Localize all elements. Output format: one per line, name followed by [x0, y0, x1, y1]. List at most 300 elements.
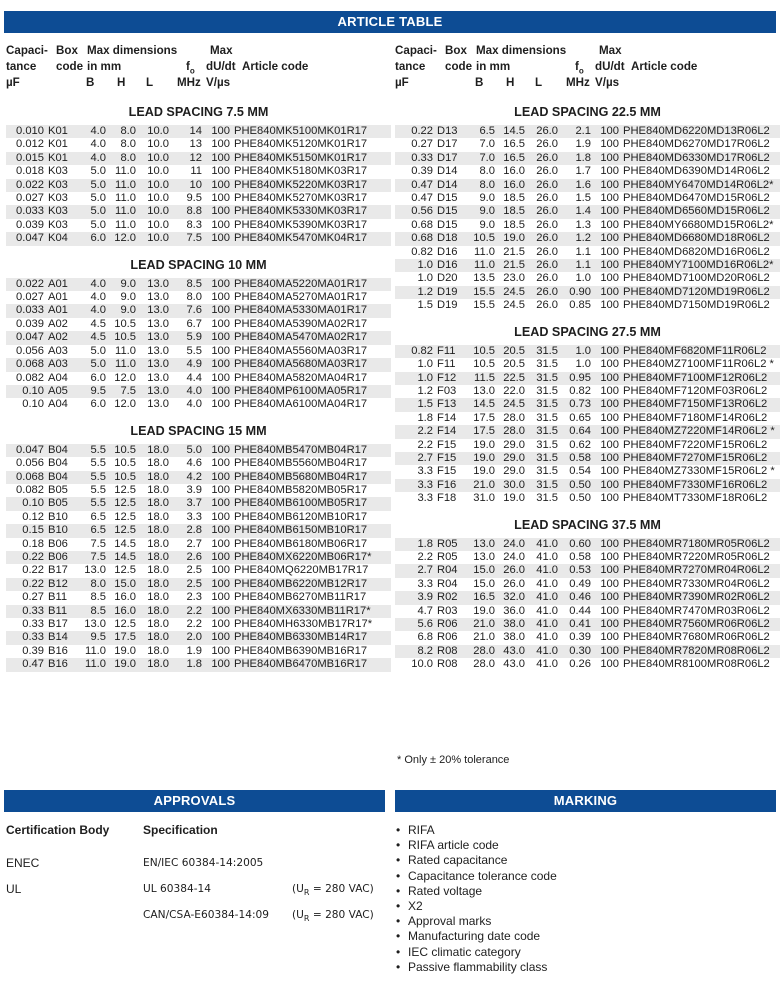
- cell-box-code: A03: [48, 358, 78, 371]
- table-row: [395, 272, 780, 285]
- cell-dim-b: 8.5: [90, 591, 106, 604]
- cell-article-code: PHE840MA5470MA02R17: [234, 331, 391, 344]
- cell-capacitance: 0.82: [411, 245, 433, 258]
- cell-article-code: PHE840MB6330MB14R17: [234, 631, 391, 644]
- cell-dudt: 100: [202, 551, 234, 564]
- cell-capacitance: 2.2: [395, 425, 437, 438]
- cell-dudt: 100: [202, 304, 234, 317]
- cell-capacitance: 0.056: [16, 344, 44, 357]
- cell-fo: 0.62: [569, 438, 591, 451]
- cell-dim-h: 9.0: [106, 278, 136, 291]
- cell-dim-b: 5.5: [78, 471, 106, 484]
- cell-box-code: K03: [48, 179, 78, 192]
- table-row: [6, 192, 391, 205]
- cell-dudt: 100: [211, 344, 230, 357]
- cell-dim-b: 10.5: [467, 232, 495, 245]
- cell-capacitance: 0.10: [22, 398, 44, 411]
- cell-fo: 1.7: [575, 165, 591, 178]
- cell-dudt: 100: [600, 218, 619, 231]
- cell-dudt: 100: [202, 524, 234, 537]
- cell-capacitance: 3.3: [395, 479, 437, 492]
- cell-capacitance: 0.47: [395, 179, 437, 192]
- header-dims: Max dimensions: [476, 44, 567, 57]
- cell-article-code: PHE840MD6560MD15R06L2: [623, 205, 780, 218]
- cell-dim-h: 30.0: [495, 479, 525, 492]
- cell-dim-h: 38.0: [495, 618, 525, 631]
- cell-article-code: PHE840MR7180MR05R06L2: [623, 538, 780, 551]
- left-column: [6, 43, 391, 672]
- footnote: * Only ± 20% tolerance: [397, 754, 510, 766]
- cell-dim-h: 21.5: [503, 245, 525, 258]
- header-article: Article code: [242, 60, 309, 73]
- cell-dim-l: 26.0: [536, 218, 558, 231]
- cell-dim-b: 7.0: [479, 138, 495, 151]
- cell-capacitance: 0.68: [395, 232, 437, 245]
- cell-box-code: A02: [48, 331, 78, 344]
- cell-dim-l: 31.5: [525, 425, 558, 438]
- cell-box-code: R06: [437, 618, 467, 631]
- cell-box-code: A01: [48, 304, 78, 317]
- cell-capacitance: 0.15: [6, 524, 48, 537]
- cell-dim-b: 7.5: [90, 537, 106, 550]
- section-title: LEAD SPACING 27.5 MM: [514, 324, 661, 339]
- cell-capacitance: 6.8: [417, 631, 433, 644]
- cell-dim-h: 38.0: [503, 631, 525, 644]
- cell-capacitance: 3.3: [417, 492, 433, 505]
- cell-box-code: B16: [48, 644, 68, 657]
- cell-dim-l: 41.0: [525, 645, 558, 658]
- cell-dim-b: 13.0: [473, 384, 495, 397]
- cell-box-code: K03: [48, 205, 78, 218]
- cell-dim-l: 31.5: [536, 492, 558, 505]
- cell-dim-h: 16.0: [495, 179, 525, 192]
- cell-article-code: PHE840MA5680MA03R17: [234, 358, 391, 371]
- cell-dudt: 100: [211, 644, 230, 657]
- cell-article-code: PHE840MA6100MA04R17: [234, 398, 368, 411]
- cell-fo: 0.90: [558, 286, 591, 299]
- table-row: [395, 385, 780, 398]
- table-row: [395, 412, 780, 425]
- table-row: [395, 345, 780, 358]
- table-row: [6, 524, 391, 537]
- cell-dim-h: 19.0: [495, 232, 525, 245]
- cell-dudt: 100: [202, 385, 234, 398]
- cell-dim-l: 18.0: [147, 591, 169, 604]
- cell-dim-h: 11.0: [106, 358, 136, 371]
- header-capacitance-2: tance: [395, 60, 426, 73]
- cell-dudt: 100: [202, 631, 234, 644]
- cell-fo: 0.64: [558, 425, 591, 438]
- cell-article-code: PHE840MR7470MR03R06L2: [623, 604, 770, 617]
- marking-item: • Capacitance tolerance code: [395, 869, 557, 884]
- cell-dudt: 100: [600, 631, 619, 644]
- table-row: [395, 372, 780, 385]
- cell-dim-h: 28.0: [503, 411, 525, 424]
- cell-dudt: 100: [202, 578, 234, 591]
- cell-article-code: PHE840MK5470MK04R17: [234, 232, 391, 245]
- cell-fo: 10: [169, 179, 202, 192]
- approval-row: [6, 852, 386, 878]
- cell-box-code: F14: [437, 411, 457, 424]
- cell-dim-b: 7.5: [78, 551, 106, 564]
- cell-fo: 3.7: [169, 497, 202, 510]
- cell-capacitance: 0.027: [16, 291, 44, 304]
- cell-fo: 2.5: [186, 564, 202, 577]
- cell-dudt: 100: [202, 358, 234, 371]
- cell-dudt: 100: [591, 564, 623, 577]
- cell-box-code: A04: [48, 398, 68, 411]
- cell-capacitance: 1.0: [395, 259, 437, 272]
- cell-dim-l: 41.0: [525, 618, 558, 631]
- cell-fo: 0.54: [569, 465, 591, 478]
- cell-dim-b: 13.5: [473, 272, 495, 285]
- cell-dudt: 100: [600, 165, 619, 178]
- header-fo-sub: o: [189, 66, 195, 76]
- cell-dudt: 100: [591, 398, 623, 411]
- header-code: code: [445, 60, 473, 73]
- cell-dim-h: 29.0: [503, 438, 525, 451]
- table-row: [395, 205, 780, 218]
- cell-dudt: 100: [591, 125, 623, 138]
- cell-dudt: 100: [591, 538, 623, 551]
- table-row: [6, 484, 391, 497]
- table-row: [6, 658, 391, 671]
- approval-spec: CAN/CSA-E60384-14:09: [143, 909, 270, 921]
- cell-fo: 0.39: [569, 631, 591, 644]
- cell-capacitance: 2.7: [395, 564, 437, 577]
- cell-dudt: 100: [600, 138, 619, 151]
- table-row: [6, 605, 391, 618]
- article-table-banner: ARTICLE TABLE: [4, 11, 776, 33]
- cell-article-code: PHE840MB5470MB04R17: [234, 444, 391, 457]
- cell-fo: 1.3: [575, 218, 591, 231]
- cell-box-code: D15: [437, 192, 458, 205]
- table-row: [395, 299, 780, 312]
- cell-capacitance: 0.47: [411, 192, 433, 205]
- cell-article-code: PHE840MA5270MA01R17: [234, 291, 368, 304]
- cell-dim-l: 31.5: [525, 372, 558, 385]
- cell-fo: 2.2: [186, 618, 202, 630]
- table-row: [6, 564, 391, 577]
- cell-box-code: K03: [48, 165, 68, 178]
- cell-dim-b: 7.0: [467, 152, 495, 165]
- cell-capacitance: 0.012: [16, 138, 44, 151]
- cell-dim-b: 15.0: [467, 564, 495, 577]
- section-title: LEAD SPACING 15 MM: [130, 423, 267, 438]
- cell-dim-l: 18.0: [147, 564, 169, 577]
- table-row: [395, 658, 780, 671]
- cell-fo: 1.8: [169, 658, 202, 671]
- cell-dim-h: 12.5: [114, 618, 136, 630]
- cell-fo: 0.30: [558, 645, 591, 658]
- cell-dim-b: 4.0: [78, 278, 106, 291]
- cell-fo: 1.0: [558, 345, 591, 358]
- cell-article-code: PHE840MF7180MF14R06L2: [623, 411, 768, 424]
- cell-fo: 1.2: [558, 232, 591, 245]
- marking-item: • RIFA: [395, 823, 557, 838]
- header-box: Box: [445, 44, 467, 57]
- cell-box-code: R06: [437, 631, 458, 644]
- cell-dim-l: 13.0: [147, 398, 169, 411]
- marking-banner: MARKING: [395, 790, 776, 812]
- cell-box-code: B10: [48, 524, 78, 537]
- cell-capacitance: 0.47: [6, 658, 48, 671]
- header-b: B: [475, 76, 484, 89]
- cell-dim-l: 26.0: [536, 245, 558, 258]
- cell-article-code: PHE840MR7270MR04R06L2: [623, 564, 780, 577]
- cell-dudt: 100: [600, 245, 619, 258]
- cell-article-code: PHE840MD6680MD18R06L2: [623, 232, 780, 245]
- cell-capacitance: 1.2: [417, 384, 433, 397]
- cell-capacitance: 0.33: [6, 631, 48, 644]
- cell-dim-b: 19.0: [473, 604, 495, 617]
- cell-article-code: PHE840MK5220MK03R17: [234, 179, 391, 192]
- cell-dim-h: 12.5: [106, 497, 136, 510]
- cell-box-code: B14: [48, 631, 78, 644]
- cell-dudt: 100: [591, 232, 623, 245]
- table-row: [395, 618, 780, 631]
- cell-fo: 2.6: [169, 551, 202, 564]
- table-row: [6, 631, 391, 644]
- cell-dudt: 100: [591, 286, 623, 299]
- cell-dim-b: 19.0: [473, 465, 495, 478]
- cell-dim-h: 11.0: [115, 218, 136, 231]
- cell-box-code: B17: [48, 618, 68, 630]
- cell-dim-h: 24.5: [495, 398, 525, 411]
- cell-article-code: PHE840MK5390MK03R17: [234, 218, 368, 231]
- header-dims-unit: in mm: [476, 60, 511, 73]
- table-row: [6, 444, 391, 457]
- cell-article-code: PHE840MF7270MF15R06L2: [623, 452, 780, 465]
- table-row: [6, 645, 391, 658]
- cell-dim-b: 21.0: [473, 631, 495, 644]
- cell-article-code: PHE840MB6270MB11R17: [234, 591, 367, 604]
- cell-box-code: F15: [437, 438, 457, 451]
- cell-article-code: PHE840MT7330MF18R06L2: [623, 492, 768, 505]
- cell-capacitance: 0.033: [6, 205, 48, 218]
- spec-table: [395, 125, 780, 313]
- marking-item: • Rated voltage: [395, 884, 557, 899]
- cell-dim-h: 12.5: [114, 483, 136, 496]
- table-row: [395, 125, 780, 138]
- cell-fo: 1.6: [558, 179, 591, 192]
- cell-dim-l: 13.0: [136, 358, 169, 371]
- section-title: LEAD SPACING 7.5 MM: [128, 105, 269, 119]
- cell-fo: 5.5: [186, 344, 202, 357]
- approvals-table: [6, 821, 386, 930]
- cell-dim-l: 18.0: [147, 644, 169, 657]
- header-h: H: [506, 76, 515, 89]
- column-headers: [6, 43, 391, 93]
- cell-capacitance: 8.2: [395, 645, 437, 658]
- cell-article-code: PHE840MK5180MK03R17: [234, 165, 368, 178]
- cell-capacitance: 0.39: [411, 165, 433, 178]
- cell-capacitance: 3.3: [417, 577, 433, 590]
- table-row: [395, 439, 780, 452]
- cell-dim-h: 12.5: [114, 510, 136, 523]
- marking-item: • Approval marks: [395, 914, 557, 929]
- spec-table: [6, 278, 391, 412]
- cell-fo: 4.0: [169, 385, 202, 398]
- cell-dim-l: 13.0: [136, 304, 169, 317]
- header-fo-unit: MHz: [566, 76, 590, 89]
- cell-dim-h: 10.5: [106, 471, 136, 484]
- cell-dim-h: 14.5: [106, 551, 136, 564]
- table-row: [6, 372, 391, 385]
- cell-capacitance: 0.047: [6, 444, 48, 457]
- cell-article-code: PHE840MA5220MA01R17: [234, 278, 391, 291]
- cell-capacitance: 1.8: [395, 538, 437, 551]
- table-row: [395, 179, 780, 192]
- cell-dim-h: 14.5: [114, 537, 136, 550]
- cell-dim-l: 18.0: [136, 578, 169, 591]
- cell-box-code: D20: [437, 272, 458, 285]
- cell-capacitance: 0.10: [6, 385, 48, 398]
- cell-dim-h: 16.0: [114, 591, 136, 604]
- cell-dim-l: 13.0: [147, 371, 169, 384]
- cell-dim-l: 41.0: [525, 538, 558, 551]
- cell-fo: 7.6: [169, 304, 202, 317]
- cell-dim-h: 24.5: [503, 299, 525, 312]
- cell-article-code: PHE840MF7330MF16R06L2: [623, 479, 780, 492]
- cell-fo: 1.0: [575, 358, 591, 371]
- cell-dim-h: 10.5: [114, 317, 136, 330]
- cell-dudt: 100: [211, 291, 230, 304]
- cell-dim-h: 16.5: [495, 152, 525, 165]
- cell-dim-h: 8.0: [106, 152, 136, 165]
- cell-box-code: D16: [437, 245, 458, 258]
- cell-box-code: B11: [48, 605, 78, 618]
- cell-dim-b: 8.5: [78, 605, 106, 618]
- cell-fo: 2.8: [169, 524, 202, 537]
- cell-dim-h: 28.0: [495, 425, 525, 438]
- table-row: [6, 385, 391, 398]
- left-sections: [6, 103, 391, 672]
- cell-dim-l: 31.5: [536, 411, 558, 424]
- cell-dudt: 100: [591, 425, 623, 438]
- cell-dim-b: 19.0: [467, 452, 495, 465]
- table-row: [6, 497, 391, 510]
- cell-capacitance: 10.0: [411, 658, 433, 671]
- cell-dim-h: 20.5: [503, 358, 525, 371]
- cell-dudt: 100: [202, 471, 234, 484]
- cell-dudt: 100: [591, 452, 623, 465]
- approvals-col-body: Certification Body: [6, 823, 110, 837]
- cell-dim-h: 17.5: [106, 631, 136, 644]
- cell-capacitance: 0.056: [16, 457, 44, 470]
- cell-dim-h: 43.0: [503, 658, 525, 671]
- header-l: L: [146, 76, 154, 89]
- cell-capacitance: 0.33: [395, 152, 437, 165]
- cell-capacitance: 0.22: [395, 125, 437, 138]
- cell-fo: 5.9: [169, 331, 202, 344]
- spec-table: [6, 444, 391, 672]
- cell-capacitance: 0.22: [6, 578, 48, 591]
- cell-fo: 1.9: [186, 644, 202, 657]
- cell-article-code: PHE840MD7120MD19R06L2: [623, 286, 780, 299]
- cell-dim-b: 5.5: [90, 483, 106, 496]
- cell-fo: 4.6: [186, 457, 202, 470]
- cell-dudt: 100: [591, 345, 623, 358]
- cell-article-code: PHE840MA5390MA02R17: [234, 317, 368, 330]
- cell-dim-l: 18.0: [136, 551, 169, 564]
- cell-article-code: PHE840MB6220MB12R17: [234, 578, 391, 591]
- cell-dim-h: 19.0: [503, 492, 525, 505]
- cell-article-code: PHE840MR7390MR02R06L2: [623, 591, 780, 604]
- cell-dim-l: 13.0: [136, 385, 169, 398]
- cell-dim-h: 9.0: [120, 291, 136, 304]
- cell-dim-h: 16.0: [106, 605, 136, 618]
- cell-fo: 2.5: [169, 578, 202, 591]
- cell-dudt: 100: [202, 179, 234, 192]
- cell-box-code: D13: [437, 125, 467, 138]
- cell-dudt: 100: [591, 179, 623, 192]
- cell-article-code: PHE840MB6390MB16R17: [234, 644, 368, 657]
- cell-article-code: PHE840MF7150MF13R06L2: [623, 398, 780, 411]
- cell-dim-l: 13.0: [147, 344, 169, 357]
- table-row: [6, 538, 391, 551]
- cell-capacitance: 0.27: [22, 591, 44, 604]
- cell-dudt: 100: [202, 232, 234, 245]
- cell-dim-l: 10.0: [147, 192, 169, 205]
- table-row: [6, 125, 391, 138]
- cell-dim-h: 32.0: [495, 591, 525, 604]
- table-row: [395, 165, 780, 178]
- cell-article-code: PHE840MB5560MB04R17: [234, 457, 368, 470]
- cell-dim-l: 31.5: [536, 384, 558, 397]
- cell-dudt: 100: [600, 384, 619, 397]
- cell-capacitance: 0.022: [6, 179, 48, 192]
- cell-article-code: PHE840MX6220MB06R17*: [234, 551, 391, 564]
- cell-dim-l: 18.0: [136, 631, 169, 644]
- cell-dim-b: 11.0: [78, 658, 106, 671]
- table-row: [395, 564, 780, 577]
- cell-dudt: 100: [202, 658, 234, 671]
- cell-dim-h: 12.5: [106, 524, 136, 537]
- table-row: [6, 205, 391, 218]
- cell-capacitance: 3.9: [395, 591, 437, 604]
- cell-dim-l: 26.0: [536, 192, 558, 205]
- cell-dim-l: 26.0: [536, 272, 558, 285]
- table-row: [6, 291, 391, 304]
- cell-dudt: 100: [211, 618, 230, 630]
- cell-fo: 5.0: [169, 444, 202, 457]
- cell-fo: 4.2: [169, 471, 202, 484]
- table-row: [6, 278, 391, 291]
- cell-dim-h: 43.0: [495, 645, 525, 658]
- cell-article-code: PHE840MP6100MA05R17: [234, 385, 391, 398]
- right-column: [395, 43, 780, 672]
- cell-dim-l: 31.5: [536, 465, 558, 478]
- cell-dudt: 100: [591, 205, 623, 218]
- cell-box-code: B17: [48, 564, 68, 577]
- cell-dim-l: 31.5: [536, 438, 558, 451]
- cell-fo: 0.58: [558, 452, 591, 465]
- cell-dim-b: 4.0: [78, 304, 106, 317]
- cell-box-code: K01: [48, 125, 78, 138]
- cell-box-code: R05: [437, 550, 458, 563]
- marking-item: • IEC climatic category: [395, 945, 557, 960]
- cell-article-code: PHE840MF6820MF11R06L2: [623, 345, 780, 358]
- cell-box-code: D17: [437, 138, 458, 151]
- cell-box-code: B05: [48, 483, 68, 496]
- cell-dudt: 100: [211, 510, 230, 523]
- cell-dudt: 100: [591, 152, 623, 165]
- header-max: Max: [599, 44, 622, 57]
- cell-article-code: PHE840MF7100MF12R06L2: [623, 372, 780, 385]
- cell-article-code: PHE840MK5100MK01R17: [234, 125, 391, 138]
- table-row: [6, 304, 391, 317]
